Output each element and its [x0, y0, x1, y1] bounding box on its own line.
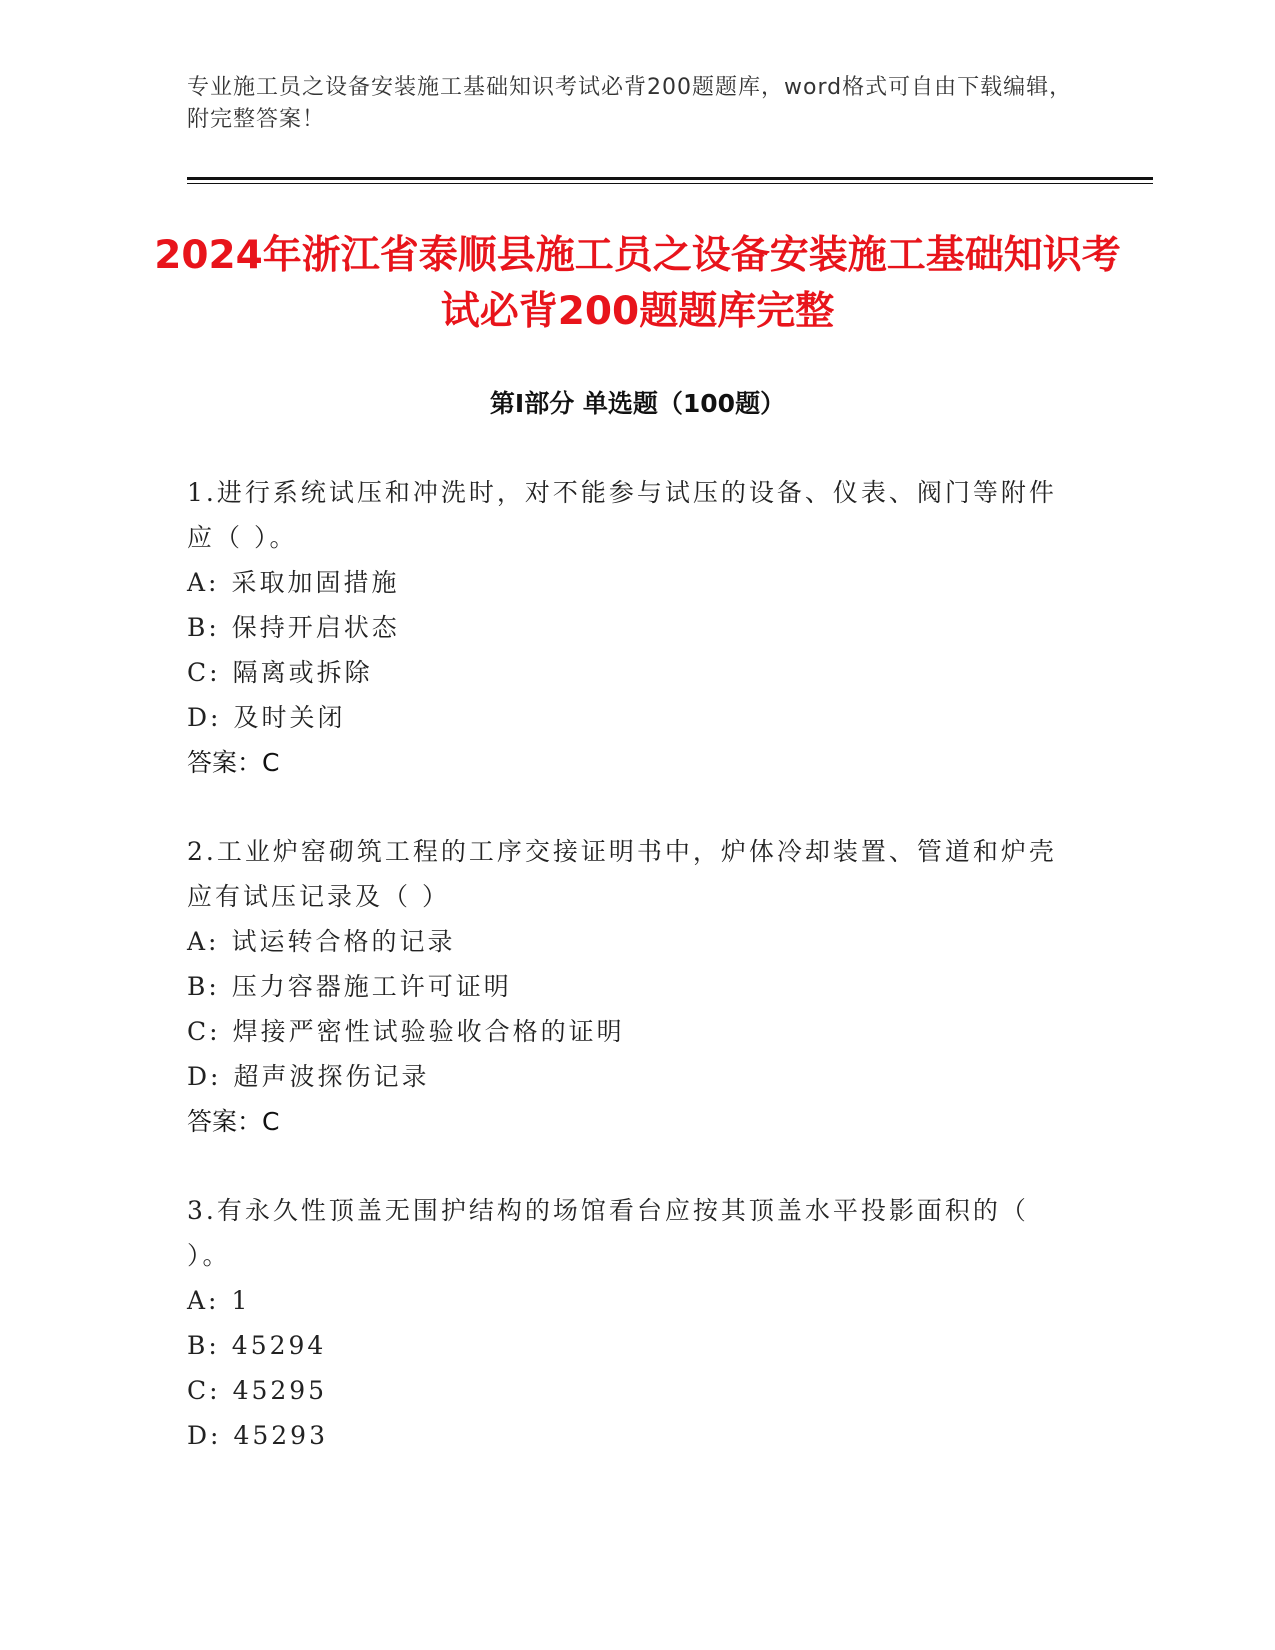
question-stem: 3.有永久性顶盖无围护结构的场馆看台应按其顶盖水平投影面积的（ ）。 — [187, 1196, 1029, 1270]
option-text: 45295 — [232, 1376, 328, 1405]
option-text: 45294 — [231, 1331, 327, 1360]
option-text: 焊接严密性试验验收合格的证明 — [232, 1017, 625, 1046]
option-text: 压力容器施工许可证明 — [231, 972, 512, 1001]
question-3 — [187, 1188, 1067, 1458]
option-letter: C: — [187, 1017, 221, 1046]
option-b — [187, 605, 1067, 650]
option-d — [187, 695, 1067, 740]
option-text: 试运转合格的记录 — [231, 927, 456, 956]
option-text: 超声波探伤记录 — [233, 1062, 430, 1091]
option-c — [187, 1009, 1067, 1054]
option-letter: A: — [187, 1286, 220, 1315]
option-letter: D: — [187, 1421, 222, 1450]
option-text: 保持开启状态 — [231, 613, 400, 642]
option-a — [187, 919, 1067, 964]
question-stem: 2.工业炉窑砌筑工程的工序交接证明书中，炉体冷却装置、管道和炉壳应有试压记录及（ ） — [187, 837, 1057, 911]
option-text: 45293 — [233, 1421, 328, 1450]
question-1 — [187, 470, 1067, 785]
option-a — [187, 560, 1067, 605]
option-letter: D: — [187, 1062, 222, 1091]
option-letter: A: — [187, 927, 220, 956]
document-title: 2024年浙江省泰顺县施工员之设备安装施工基础知识考试必背200题题库完整 — [154, 233, 1121, 334]
header-divider-thin — [187, 183, 1153, 184]
question-stem: 1.进行系统试压和冲洗时，对不能参与试压的设备、仪表、阀门等附件应（ ）。 — [187, 478, 1057, 552]
header-note: 专业施工员之设备安装施工基础知识考试必背200题题库，word格式可自由下载编辑，附完整答案！ — [187, 75, 1073, 132]
section-title: 第I部分 单选题（100题） — [489, 389, 786, 418]
option-letter: B: — [187, 613, 220, 642]
answer: 答案：C — [187, 748, 280, 777]
option-a — [187, 1278, 1067, 1323]
question-list — [187, 470, 1067, 1502]
option-letter: B: — [187, 1331, 220, 1360]
option-text: 1 — [231, 1286, 251, 1315]
answer: 答案：C — [187, 1107, 280, 1136]
option-d — [187, 1413, 1067, 1458]
option-b — [187, 964, 1067, 1009]
option-letter: D: — [187, 703, 222, 732]
option-letter: C: — [187, 1376, 221, 1405]
option-d — [187, 1054, 1067, 1099]
option-c — [187, 1368, 1067, 1413]
header-divider-thick — [187, 177, 1153, 180]
option-letter: B: — [187, 972, 220, 1001]
option-letter: A: — [187, 568, 220, 597]
option-text: 及时关闭 — [233, 703, 346, 732]
option-text: 采取加固措施 — [231, 568, 400, 597]
option-c — [187, 650, 1067, 695]
option-text: 隔离或拆除 — [232, 658, 373, 687]
question-2 — [187, 829, 1067, 1144]
option-b — [187, 1323, 1067, 1368]
option-letter: C: — [187, 658, 221, 687]
